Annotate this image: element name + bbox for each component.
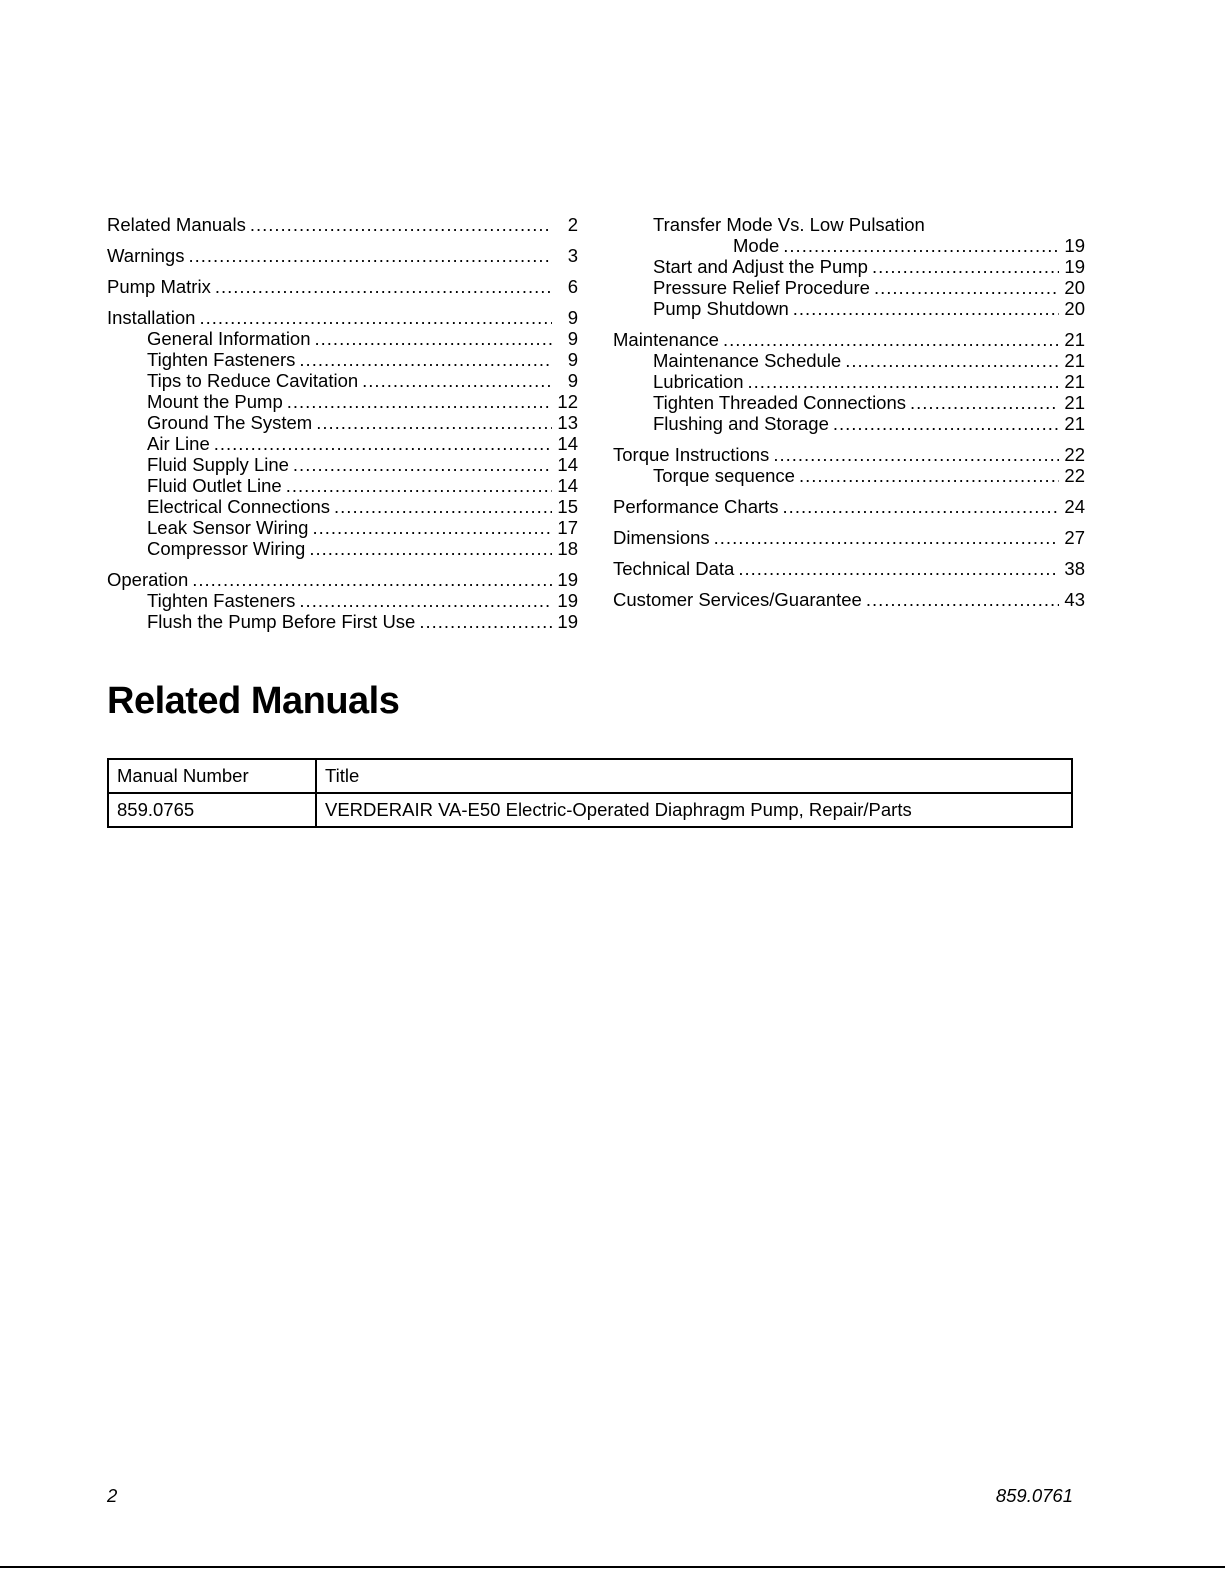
toc-entry-page: 13	[557, 412, 578, 433]
toc-entry-page: 20	[1064, 277, 1085, 298]
table-header-cell: Title	[316, 759, 1072, 793]
toc-entry-page: 17	[557, 517, 578, 538]
toc-entry-title: Tighten Threaded Connections	[653, 392, 907, 413]
toc-entry-page: 43	[1064, 589, 1085, 610]
toc-dot-leader	[738, 558, 1059, 579]
toc-entry[interactable]	[107, 475, 578, 496]
table-header-cell: Manual Number	[108, 759, 316, 793]
bottom-rule	[0, 1566, 1225, 1568]
toc-entry[interactable]	[107, 412, 578, 433]
toc-entry[interactable]	[613, 371, 1085, 392]
toc-dot-leader	[845, 350, 1059, 371]
toc-dot-leader	[866, 589, 1059, 610]
toc-entry[interactable]	[107, 328, 578, 349]
toc-entry-title: Air Line	[147, 433, 210, 454]
toc-entry-page: 6	[567, 276, 578, 297]
toc-entry-page: 19	[1064, 256, 1085, 277]
toc-entry[interactable]	[107, 496, 578, 517]
toc-entry-page: 14	[557, 433, 578, 454]
related-manuals-table	[107, 758, 1073, 828]
toc-entry-page: 22	[1064, 465, 1085, 486]
toc-dot-leader	[723, 329, 1059, 350]
toc-entry-title: Mount the Pump	[147, 391, 283, 412]
toc-entry[interactable]	[613, 558, 1085, 579]
toc-entry-title: Dimensions	[613, 527, 710, 548]
toc-entry[interactable]	[107, 349, 578, 370]
toc-entry[interactable]	[107, 370, 578, 391]
toc-entry-page: 21	[1064, 413, 1085, 434]
toc-dot-leader	[309, 538, 552, 559]
toc-dot-leader	[215, 276, 552, 297]
toc-entry-title: Pump Shutdown	[653, 298, 789, 319]
toc-entry[interactable]	[613, 496, 1085, 517]
toc-entry-title: Transfer Mode Vs. Low Pulsation	[653, 214, 925, 235]
toc-dot-leader	[334, 496, 552, 517]
manual-number-cell: 859.0765	[108, 793, 316, 827]
toc-entry-title: Lubrication	[653, 371, 744, 392]
toc-entry-page: 21	[1064, 371, 1085, 392]
toc-entry-page: 9	[567, 370, 578, 391]
document-number: 859.0761	[995, 1485, 1073, 1506]
section-title: Related Manuals	[107, 680, 400, 722]
toc-entry-title: Pump Matrix	[107, 276, 211, 297]
toc-entry[interactable]	[107, 517, 578, 538]
toc-entry-page: 18	[557, 538, 578, 559]
toc-entry-title: Customer Services/Guarantee	[613, 589, 862, 610]
toc-entry-title: Warnings	[107, 245, 185, 266]
toc-entry-title: Fluid Supply Line	[147, 454, 289, 475]
toc-entry-title: Fluid Outlet Line	[147, 475, 282, 496]
toc-entry-title: Electrical Connections	[147, 496, 331, 517]
toc-entry-title: Installation	[107, 307, 196, 328]
toc-left-column	[107, 214, 578, 632]
toc-dot-leader	[748, 371, 1059, 392]
toc-entry[interactable]	[613, 392, 1085, 413]
toc-entry-page: 21	[1064, 392, 1085, 413]
toc-dot-leader	[188, 245, 552, 266]
toc-entry[interactable]	[107, 590, 578, 611]
toc-entry[interactable]	[107, 245, 578, 266]
toc-dot-leader	[299, 349, 552, 370]
toc-entry[interactable]	[107, 611, 578, 632]
toc-entry-title: Pressure Relief Procedure	[653, 277, 870, 298]
toc-entry[interactable]	[613, 277, 1085, 298]
toc-entry[interactable]	[107, 569, 578, 590]
toc-entry[interactable]	[107, 214, 578, 235]
toc-dot-leader	[316, 412, 552, 433]
toc-entry[interactable]	[613, 329, 1085, 350]
toc-dot-leader	[250, 214, 552, 235]
toc-dot-leader	[199, 307, 552, 328]
toc-entry-title: Ground The System	[147, 412, 313, 433]
table-row	[108, 793, 1072, 827]
toc-entry-title: Maintenance	[613, 329, 719, 350]
toc-dot-leader	[293, 454, 552, 475]
toc-dot-leader	[287, 391, 552, 412]
toc-dot-leader	[799, 465, 1059, 486]
toc-entry[interactable]	[613, 589, 1085, 610]
toc-entry-page: 22	[1064, 444, 1085, 465]
toc-entry-page: 19	[557, 590, 578, 611]
toc-entry-page: 12	[557, 391, 578, 412]
toc-dot-leader	[773, 444, 1059, 465]
toc-entry-title: Start and Adjust the Pump	[653, 256, 868, 277]
toc-entry[interactable]	[613, 256, 1085, 277]
toc-dot-leader	[286, 475, 552, 496]
toc-entry-page: 19	[1064, 235, 1085, 256]
toc-entry-title: Related Manuals	[107, 214, 246, 235]
toc-dot-leader	[910, 392, 1059, 413]
toc-entry-title: Flush the Pump Before First Use	[147, 611, 416, 632]
toc-entry-title: Maintenance Schedule	[653, 350, 842, 371]
toc-entry-title: Leak Sensor Wiring	[147, 517, 309, 538]
toc-entry[interactable]	[107, 276, 578, 297]
toc-dot-leader	[315, 328, 552, 349]
toc-dot-leader	[793, 298, 1059, 319]
toc-dot-leader	[872, 256, 1059, 277]
toc-entry-page: 19	[557, 569, 578, 590]
toc-entry-page: 19	[557, 611, 578, 632]
toc-entry-page: 24	[1064, 496, 1085, 517]
toc-entry-title: Tighten Fasteners	[147, 349, 296, 370]
table-header-row	[108, 759, 1072, 793]
toc-entry-title: Compressor Wiring	[147, 538, 306, 559]
toc-entry-page: 14	[557, 454, 578, 475]
toc-entry-title: Technical Data	[613, 558, 735, 579]
toc-dot-leader	[874, 277, 1059, 298]
toc-entry-page: 20	[1064, 298, 1085, 319]
toc-entry-page: 9	[567, 349, 578, 370]
toc-entry-page: 27	[1064, 527, 1085, 548]
toc-dot-leader	[783, 235, 1059, 256]
toc-entry[interactable]	[613, 214, 1085, 235]
toc-entry-title: Operation	[107, 569, 189, 590]
toc-entry-page: 14	[557, 475, 578, 496]
toc-entry[interactable]	[107, 433, 578, 454]
toc-dot-leader	[833, 413, 1059, 434]
toc-entry[interactable]	[613, 527, 1085, 548]
toc-entry-title: Torque Instructions	[613, 444, 770, 465]
toc-entry-page: 9	[567, 328, 578, 349]
toc-dot-leader	[714, 527, 1059, 548]
toc-entry[interactable]	[107, 307, 578, 328]
toc-dot-leader	[419, 611, 552, 632]
toc-entry-page: 21	[1064, 329, 1085, 350]
toc-entry-title: Flushing and Storage	[653, 413, 829, 434]
toc-dot-leader	[214, 433, 552, 454]
toc-entry-page: 21	[1064, 350, 1085, 371]
toc-dot-leader	[312, 517, 552, 538]
manual-title-cell: VERDERAIR VA-E50 Electric-Operated Diaphragm Pump, Repair/Parts	[316, 793, 1072, 827]
toc-entry[interactable]	[613, 350, 1085, 371]
toc-dot-leader	[783, 496, 1059, 517]
toc-entry-title: Torque sequence	[653, 465, 795, 486]
toc-entry-page: 3	[567, 245, 578, 266]
toc-entry[interactable]	[613, 298, 1085, 319]
toc-entry[interactable]	[613, 235, 1085, 256]
toc-entry-title: Performance Charts	[613, 496, 779, 517]
toc-entry[interactable]	[613, 413, 1085, 434]
toc-entry-title: Mode	[733, 235, 780, 256]
toc-entry-page: 38	[1064, 558, 1085, 579]
toc-entry[interactable]	[107, 454, 578, 475]
toc-dot-leader	[192, 569, 552, 590]
toc-right-column	[613, 214, 1085, 610]
toc-entry-page: 2	[567, 214, 578, 235]
toc-entry-title: Tighten Fasteners	[147, 590, 296, 611]
toc-dot-leader	[362, 370, 552, 391]
toc-entry-title: Tips to Reduce Cavitation	[147, 370, 359, 391]
toc-entry-page: 15	[557, 496, 578, 517]
page-number: 2	[107, 1485, 118, 1506]
toc-dot-leader	[299, 590, 552, 611]
toc-entry-title: General Information	[147, 328, 311, 349]
toc-entry[interactable]	[613, 444, 1085, 465]
toc-entry[interactable]	[107, 391, 578, 412]
toc-entry[interactable]	[107, 538, 578, 559]
toc-entry[interactable]	[613, 465, 1085, 486]
toc-entry-page: 9	[567, 307, 578, 328]
